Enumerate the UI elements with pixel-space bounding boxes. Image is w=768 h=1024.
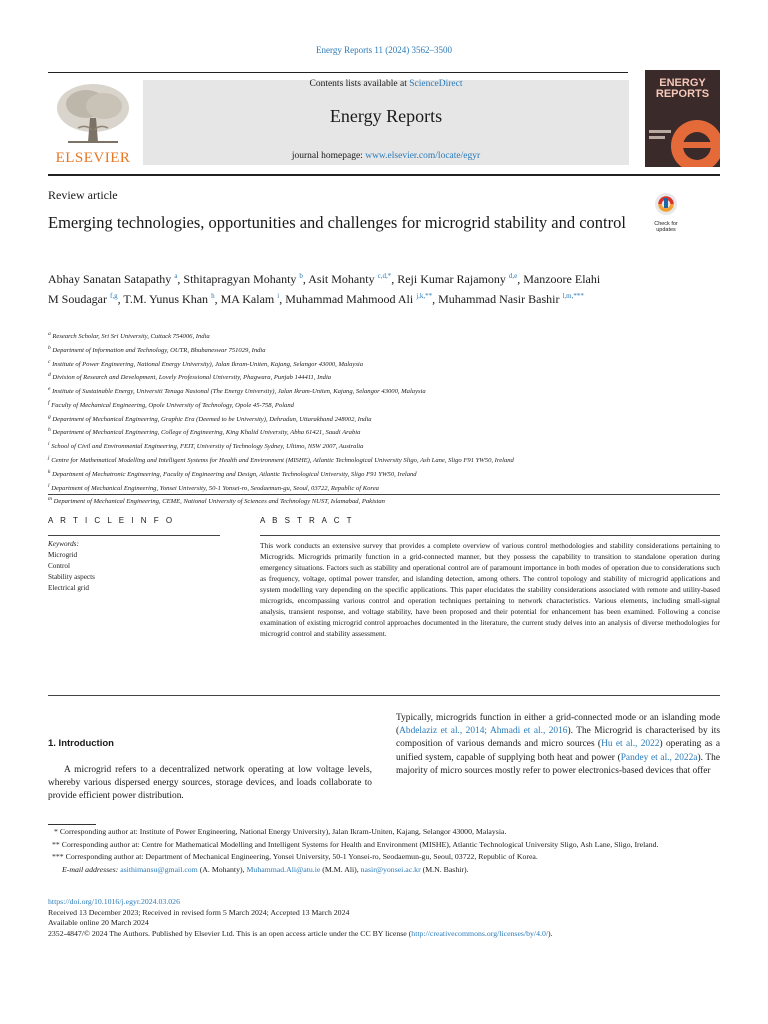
affiliation-key: f (48, 399, 50, 406)
check-for-updates-icon (645, 192, 687, 216)
email-link[interactable]: Muhammad.Ali@atu.ie (246, 864, 321, 874)
affiliation-key: i (48, 441, 50, 448)
affiliation-text: Department of Mechanical Engineering, Yonsei University, 50-1 Yonsei-ro, Seodaemun-gu, Seoul, 03722, Republic of Korea (51, 484, 379, 492)
affiliation-key: c (48, 358, 51, 365)
affiliation-key: b (48, 344, 51, 351)
affiliation-key: a (48, 331, 51, 337)
footnote-corresponding-2: ** Corresponding author at: Centre for Mathematical Modelling and Intelligent Systems for Health and Environment (MISHE), Atlantic Technological University Sligo, Ash Lane, Sligo, Ireland. (52, 839, 659, 849)
author-affiliation-marker[interactable]: j,k,** (416, 292, 433, 300)
affiliation-item (48, 453, 720, 467)
author-separator: , (117, 292, 124, 306)
email-owner: (A. Mohanty), (197, 864, 247, 874)
affiliation-text: School of Civil and Environmental Engineering, FEIT, University of Technology Sydney, Ultimo, NSW 2007, Australia (51, 443, 364, 451)
affiliation-text: Institute of Power Engineering, National Energy University), Jalan Ikram-Uniten, Kajang, Selangor 43000, Malaysia (52, 360, 364, 368)
affiliation-item (48, 343, 720, 357)
license-link[interactable]: http://creativecommons.org/licenses/by/4.0/ (411, 928, 549, 938)
affiliation-item (48, 439, 720, 453)
affiliation-key: k (48, 468, 51, 475)
author-name[interactable]: MA Kalam (220, 292, 275, 306)
citation-link[interactable]: Abdelaziz et al., 2014; Ahmadi et al., 2016 (399, 726, 568, 737)
affiliation-text: Department of Mechatronic Engineering, Faculty of Engineering and Design, Atlantic Technological University, Sligo F91 YW50, Ireland (52, 471, 417, 478)
affiliation-item (48, 357, 720, 371)
affiliation-text: Division of Research and Development, Lovely Professional University, Phagwara, Punjab 144411, India (52, 374, 332, 382)
author-name[interactable]: Muhammad Mahmood Ali (285, 292, 414, 306)
author-separator: , (432, 292, 439, 306)
doi-link[interactable]: https://doi.org/10.1016/j.egyr.2024.03.026 (48, 897, 180, 906)
affiliation-key: g (48, 413, 51, 420)
author-affiliation-marker[interactable]: a (174, 272, 178, 280)
affiliation-key: h (48, 427, 51, 434)
abstract-bottom-rule (48, 695, 720, 696)
keyword-item: Electrical grid (48, 584, 89, 592)
author-name[interactable]: Asit Mohanty (308, 272, 375, 286)
keywords-label: Keywords: (48, 540, 79, 548)
journal-cover-image[interactable] (645, 70, 720, 167)
header-rule-top (48, 72, 628, 73)
citation-link[interactable]: Hu et al., 2022 (601, 739, 660, 750)
footnote-corresponding-1: * Corresponding author at: Institute of Power Engineering, National Energy University), Jalan Ikram-Uniten, Kajang, Selangor 43000, Malaysia. (54, 827, 507, 836)
affiliation-item (48, 384, 720, 398)
abstract-rule (260, 535, 720, 536)
author-name[interactable]: Reji Kumar Rajamony (397, 272, 506, 286)
keyword-list (48, 550, 95, 594)
affiliation-item (48, 398, 720, 412)
intro-text: ). The majority of micro sources mostly refer to power electronics-based devices that offer (396, 752, 720, 776)
check-for-updates-button[interactable] (645, 192, 687, 233)
affiliation-item (48, 494, 720, 508)
keyword-item: Stability aspects (48, 573, 95, 581)
cover-line-2: REPORTS (655, 88, 710, 100)
journal-reference[interactable]: Energy Reports 11 (2024) 3562–3500 (316, 45, 452, 55)
badge-line-1: Check for (654, 221, 678, 227)
intro-right-column (396, 712, 720, 778)
footnote-rule (48, 824, 96, 825)
affiliation-item (48, 329, 720, 343)
online-date: Available online 20 March 2024 (48, 918, 149, 927)
affiliation-key: e (48, 386, 51, 393)
author-affiliation-marker[interactable]: h (211, 292, 215, 300)
abstract-heading: A B S T R A C T (260, 516, 354, 525)
section-divider (48, 494, 720, 495)
author-name[interactable]: Sthitapragyan Mohanty (183, 272, 297, 286)
footnotes (48, 826, 720, 876)
author-separator: , (391, 272, 398, 286)
license-suffix: ). (548, 928, 553, 938)
affiliation-text: Department of Information and Technology, OUTR, Bhubaneswar 751029, India (52, 346, 266, 354)
affiliation-text: Department of Mechanical Engineering, College of Engineering, King Khalid University, Abha 61421, Saudi Arabia (52, 429, 361, 437)
publication-info (48, 897, 728, 939)
article-type: Review article (48, 188, 118, 202)
email-link[interactable]: asithimansu@gmail.com (120, 864, 198, 874)
license-prefix: 2352-4847/© 2024 The Authors. Published by Elsevier Ltd. This is an open access article under the CC BY license ( (48, 928, 412, 938)
affiliation-item (48, 467, 720, 481)
author-affiliation-marker[interactable]: i (277, 292, 280, 300)
affiliation-list (48, 329, 720, 508)
elsevier-wordmark: ELSEVIER (55, 150, 131, 166)
author-name[interactable]: Abhay Sanatan Satapathy (48, 272, 172, 286)
journal-homepage-line (143, 151, 629, 161)
received-dates: Received 13 December 2023; Received in revised form 5 March 2024; Accepted 13 March 2024 (48, 907, 350, 917)
author-affiliation-marker[interactable]: l,m,*** (562, 292, 584, 300)
contents-prefix: Contents lists available at (309, 79, 407, 89)
email-owner: (M.N. Bashir). (420, 864, 469, 874)
affiliation-text: Faculty of Mechanical Engineering, Opole University of Technology, Opole 45-758, Poland (51, 402, 294, 410)
author-affiliation-marker[interactable]: b (299, 272, 303, 280)
badge-line-2: updates (656, 227, 676, 233)
author-affiliation-marker[interactable]: d,e (508, 272, 518, 280)
author-name[interactable]: Muhammad Nasir Bashir (438, 292, 560, 306)
author-separator: , (302, 272, 309, 286)
author-separator: , (177, 272, 184, 286)
author-separator: , (517, 272, 524, 286)
affiliation-text: Centre for Mathematical Modelling and Intelligent Systems for Health and Environment (MISHE), Atlantic Technological University Sligo, Ash Lane, Sligo F91 YW50, Ireland (51, 457, 514, 465)
intro-text: Typically, microgrids function in either a grid-connected mode or an islanding mode ( (396, 713, 720, 737)
affiliation-item (48, 425, 720, 439)
affiliation-key: d (48, 372, 51, 379)
author-affiliation-marker[interactable]: c,d,* (377, 272, 392, 280)
homepage-prefix: journal homepage: (291, 151, 363, 161)
article-title: Emerging technologies, opportunities and challenges for microgrid stability and control (48, 213, 626, 232)
cover-line-1: ENERGY (659, 77, 706, 89)
keyword-item: Microgrid (48, 551, 78, 559)
author-separator: , (279, 292, 286, 306)
affiliation-item (48, 370, 720, 384)
author-separator: , (214, 292, 221, 306)
affiliation-text: Department of Mechanical Engineering, Graphic Era (Deemed to be University), Dehradun, Uttarakhand 248002, India (52, 415, 372, 423)
keyword-item: Control (48, 562, 70, 570)
intro-text: ). The Microgrid is characterised by its composition of various demands and micro sources ( (396, 726, 720, 750)
cover-title (645, 78, 720, 100)
contents-line (143, 79, 629, 89)
sciencedirect-link[interactable]: ScienceDirect (409, 79, 463, 89)
citation-link[interactable]: Pandey et al., 2022a (620, 752, 698, 763)
author-name[interactable]: Manzoore Elahi M Soudagar (48, 272, 601, 306)
license-line (48, 929, 728, 940)
affiliation-key: l (48, 482, 50, 489)
cover-art-icon (645, 100, 720, 167)
affiliation-item (48, 412, 720, 426)
intro-text: ) operating as a unified system, capable of supplying both heat and power ( (396, 739, 720, 763)
article-info-heading: A R T I C L E I N F O (48, 516, 175, 525)
author-name[interactable]: T.M. Yunus Khan (123, 292, 209, 306)
email-link[interactable]: nasir@yonsei.ac.kr (360, 864, 421, 874)
author-list (48, 268, 608, 308)
homepage-link[interactable]: www.elsevier.com/locate/egyr (365, 151, 481, 161)
affiliation-text: Institute of Sustainable Energy, Universiti Tenaga Nasional (The Energy University), Jalan Ikram-Uniten, Kajang, Selangor 43000, Malaysia (52, 388, 426, 396)
article-info-rule (48, 535, 220, 536)
author-affiliation-marker[interactable]: f,g (110, 292, 118, 300)
affiliation-text: Research Scholar, Sri Sri University, Cuttack 754006, India (52, 333, 210, 341)
header-rule-bottom (48, 174, 720, 176)
affiliation-item (48, 481, 720, 495)
affiliation-text: Department of Mechanical Engineering, CEME, National University of Sciences and Technology NUST, Islamabad, Pakistan (53, 498, 385, 506)
footnote-corresponding-3: *** Corresponding author at: Department of Mechanical Engineering, Yonsei University, 50-1 Yonsei-ro, Seodaemun-gu, Seoul, 03722, Republic of Korea. (52, 852, 538, 862)
introduction-heading: 1. Introduction (48, 738, 114, 749)
affiliation-key: j (48, 455, 50, 462)
abstract-text: This work conducts an extensive survey that provides a complete overview of various control methodologies and stability considerations pertaining to Microgrids. Microgrids primarily function in a grid-connected manner, but they possess the capability to transition to standalone operation during emergency situations. Factors such as stability and operational control are of paramount importance in both modes of operation due to considerations such as frequency, voltage, optimal power transfer, and islanding detection, among others. The control topology and stability of microgrid applications and system modelling vary depending on the specific applications. This paper elucidates the stability considerations associated with remote and utility-based microgrids, encompassing various control and operation techniques pertaining to network characteristics. Various elements, including small-signal analysis, transient response, and voltage stability, have been proposed and their potential for enhancement has been examined. Following a concise examination of existing microgrid control approaches documented in the literature, the current study delves into an analysis of diverse methodologies for microgrid control and stability assessment. (260, 541, 720, 638)
email-label: E-mail addresses: (62, 864, 119, 874)
email-addresses (48, 864, 720, 877)
email-owner: (M.M. Ali), (320, 864, 361, 874)
journal-name[interactable]: Energy Reports (329, 106, 443, 126)
affiliation-key: m (48, 496, 52, 503)
intro-left-column: A microgrid refers to a decentralized network operating at low voltage levels, whereby various dispersed energy sources, storage devices, and loads collaborate to provide efficient power distribution. (48, 765, 372, 802)
